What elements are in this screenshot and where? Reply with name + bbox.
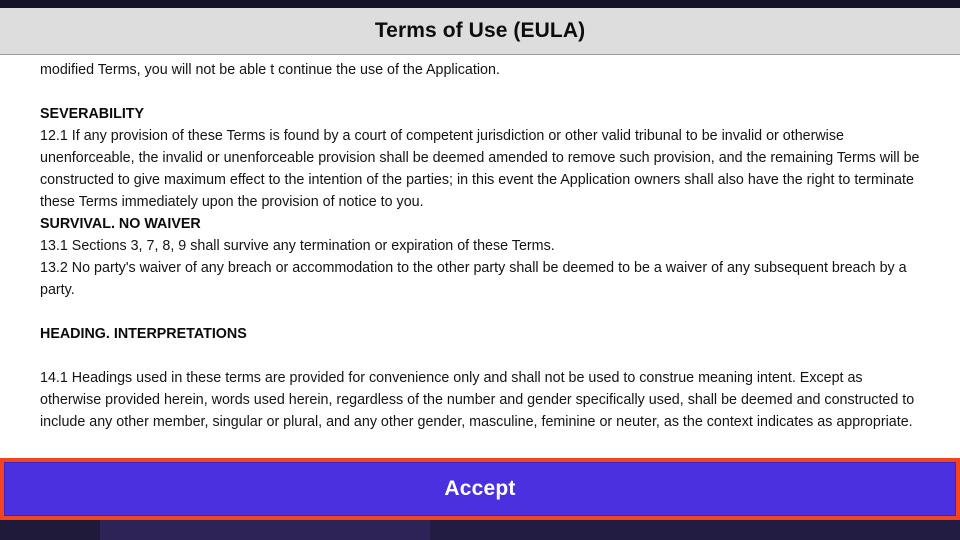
section-paragraph: 14.1 Headings used in these terms are provided for convenience only and shall not be used to construe meaning intent. Except as otherwise provided herein, words used herein, regardless of the number and gender specifically used, shall be deemed and constructed to include any other member, singular or plural, and any other gender, masculine, feminine or neuter, as the context indicates as appropriate. (40, 370, 915, 430)
accept-button-inner[interactable] (4, 462, 956, 516)
page-title: Terms of Use (EULA) (374, 19, 586, 42)
accept-button-label: Accept (444, 477, 516, 500)
terms-text (40, 55, 920, 433)
spacer (40, 301, 920, 323)
spacer (40, 81, 920, 103)
section-heading-severability: SEVERABILITY (40, 106, 145, 122)
section-paragraph: 13.2 No party's waiver of any breach or accommodation to the other party shall be deemed to be a waiver of any subsequent breach by a party. (40, 260, 907, 298)
nav-segment-left (0, 520, 100, 540)
terms-scroll-area[interactable] (0, 55, 960, 520)
section-heading-survival: SURVIVAL. NO WAIVER (40, 216, 201, 232)
dialog-header (0, 8, 960, 55)
eula-dialog (0, 8, 960, 520)
section-paragraph: 13.1 Sections 3, 7, 8, 9 shall survive any termination or expiration of these Terms. (40, 238, 555, 254)
status-bar (0, 0, 960, 8)
clipped-first-line: modified Terms, you will not be able t continue the use of the Application. (40, 62, 500, 78)
nav-segment-middle (100, 520, 430, 540)
section-heading-heading-interpretations: HEADING. INTERPRETATIONS (40, 326, 247, 342)
navigation-bar (0, 520, 960, 540)
section-paragraph: 12.1 If any provision of these Terms is found by a court of competent jurisdiction or other valid tribunal to be invalid or otherwise unenforceable, the invalid or unenforceable provision shall be deemed amended to remove such provision, and the remaining Terms will be constructed to give maximum effect to the intention of the parties; in this event the Application owners shall also have the right to terminate these Terms immediately upon the provision of notice to you. (40, 128, 920, 210)
accept-button[interactable] (0, 458, 960, 520)
nav-segment-right (430, 520, 960, 540)
spacer (40, 345, 920, 367)
